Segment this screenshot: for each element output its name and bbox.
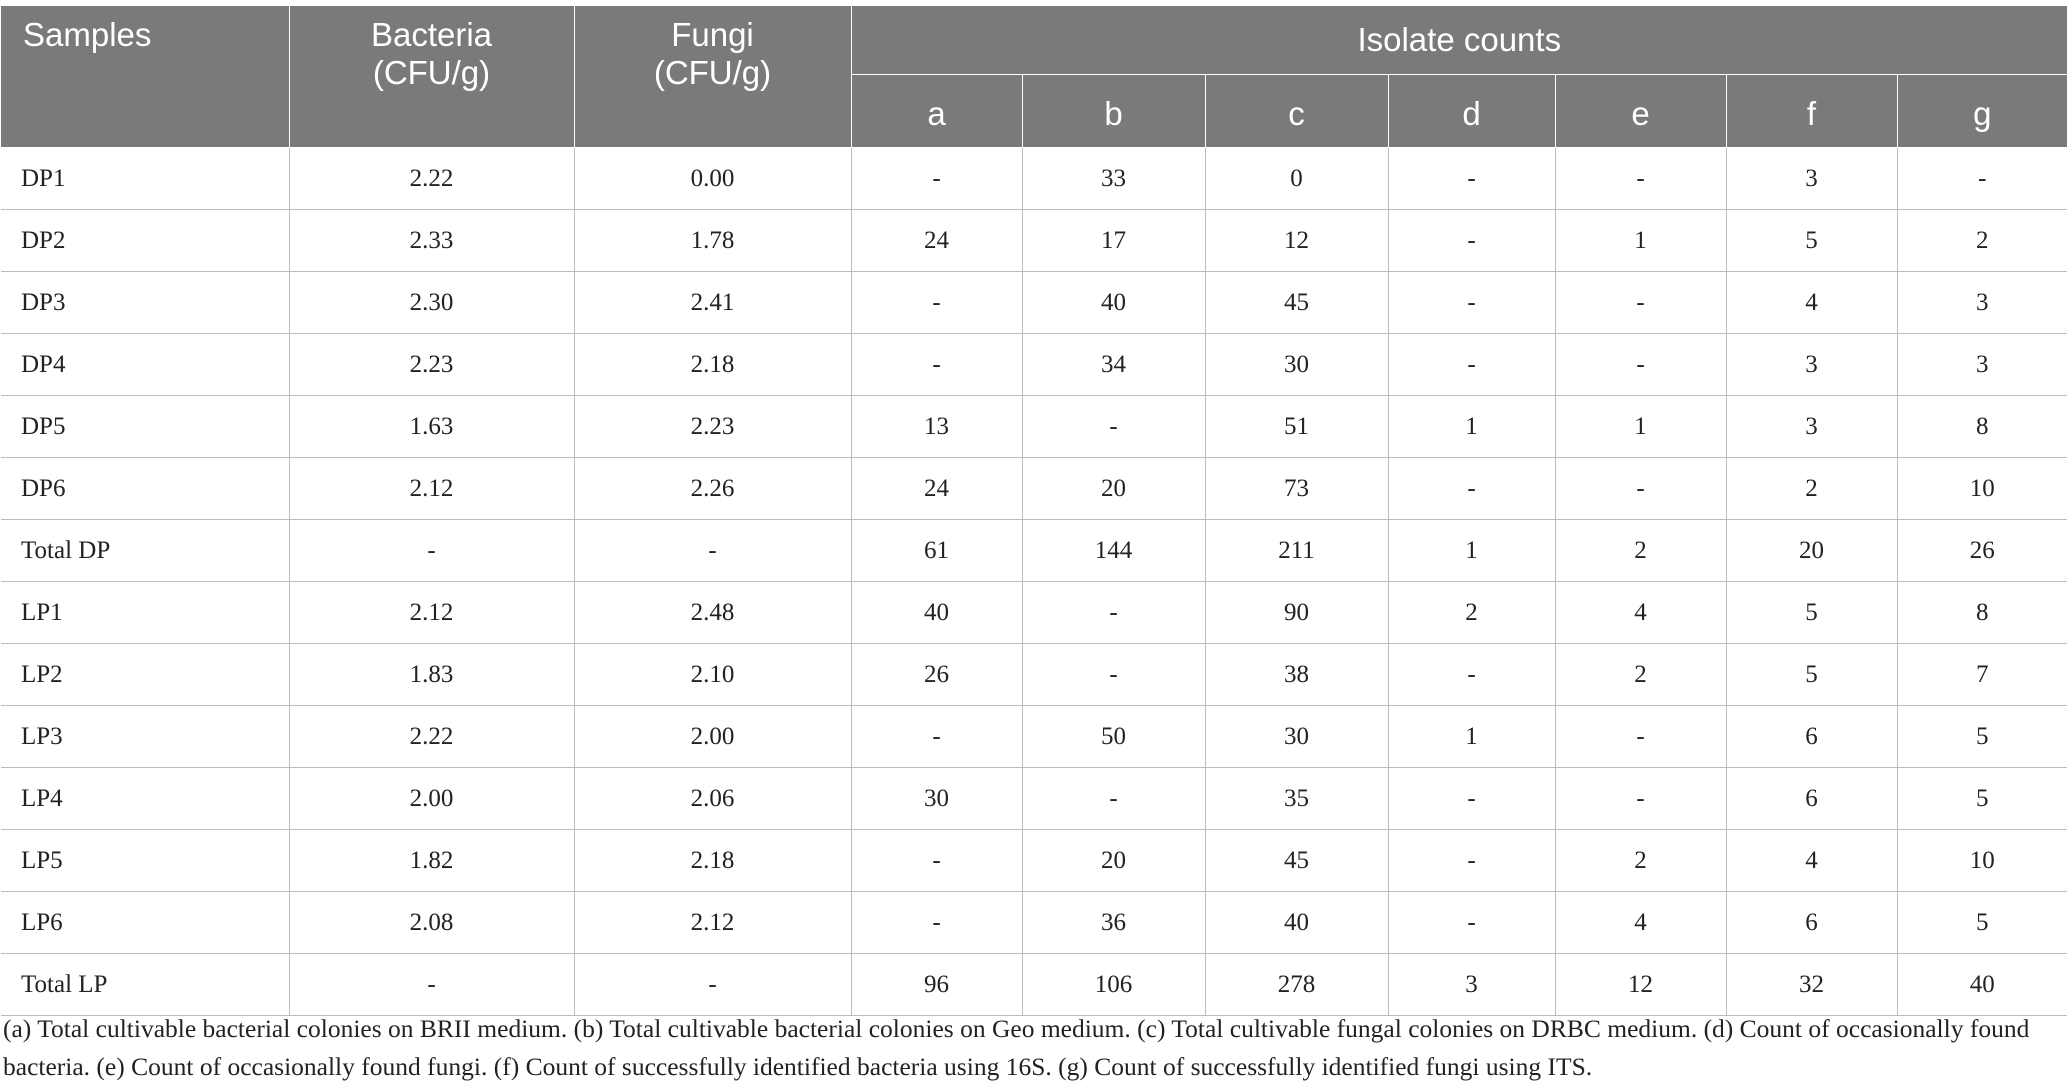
table-cell: -: [1388, 272, 1555, 334]
table-row: [1, 272, 2067, 334]
table-footnote: (a) Total cultivable bacterial colonies on BRII medium. (b) Total cultivable bacterial colonies on Geo medium. (c) Total cultivable fungal colonies on DRBC medium. (d) Count of occasionally found bacteria. (e) Count of occasionally found fungi. (f) Count of successfully identified bacteria using 16S. (g) Count of successfully identified fungi using ITS.: [3, 1014, 2030, 1081]
table-cell: 8: [1897, 396, 2067, 458]
sample-name-cell: DP4: [1, 334, 289, 396]
table-cell: 32: [1726, 954, 1897, 1016]
table-cell: 45: [1205, 830, 1388, 892]
bacteria-header: [289, 6, 574, 148]
table-row: [1, 210, 2067, 272]
table-cell: 5: [1726, 582, 1897, 644]
table-cell: 12: [1205, 210, 1388, 272]
table-cell: 35: [1205, 768, 1388, 830]
sample-name-cell: DP1: [1, 148, 289, 210]
table-row: [1, 396, 2067, 458]
table-row: [1, 582, 2067, 644]
table-cell: 26: [851, 644, 1022, 706]
table-cell: 10: [1897, 458, 2067, 520]
table-cell: 1: [1555, 210, 1726, 272]
table-cell: 2.26: [574, 458, 851, 520]
table-cell: 7: [1897, 644, 2067, 706]
table-cell: 50: [1022, 706, 1205, 768]
table-cell: 4: [1555, 582, 1726, 644]
table-cell: 2.12: [574, 892, 851, 954]
sample-name-cell: Total LP: [1, 954, 289, 1016]
table-row: [1, 334, 2067, 396]
table-cell: 20: [1022, 830, 1205, 892]
table-cell: -: [851, 334, 1022, 396]
sample-name-cell: DP2: [1, 210, 289, 272]
table-cell: -: [1022, 768, 1205, 830]
table-cell: 2.30: [289, 272, 574, 334]
table-cell: 73: [1205, 458, 1388, 520]
table-cell: 2.18: [574, 830, 851, 892]
table-cell: 33: [1022, 148, 1205, 210]
table-cell: 20: [1726, 520, 1897, 582]
table-cell: 40: [1897, 954, 2067, 1016]
table-cell: 36: [1022, 892, 1205, 954]
table-cell: 2.08: [289, 892, 574, 954]
subheader-f: f: [1726, 75, 1897, 148]
table-cell: 20: [1022, 458, 1205, 520]
subheader-a: a: [851, 75, 1022, 148]
table-cell: 278: [1205, 954, 1388, 1016]
table-cell: 61: [851, 520, 1022, 582]
table-cell: 40: [851, 582, 1022, 644]
table-cell: 24: [851, 210, 1022, 272]
table-cell: 30: [851, 768, 1022, 830]
table-cell: 6: [1726, 706, 1897, 768]
table-row: [1, 148, 2067, 210]
table-cell: -: [1388, 768, 1555, 830]
table-cell: -: [851, 830, 1022, 892]
table-cell: -: [1388, 892, 1555, 954]
table-row: [1, 892, 2067, 954]
table-cell: 1.83: [289, 644, 574, 706]
table-cell: 3: [1726, 334, 1897, 396]
table-cell: 2.18: [574, 334, 851, 396]
table-header: [1, 6, 2067, 148]
table-cell: -: [1022, 582, 1205, 644]
table-cell: 26: [1897, 520, 2067, 582]
subheader-e: e: [1555, 75, 1726, 148]
sample-name-cell: DP5: [1, 396, 289, 458]
table-cell: 4: [1726, 830, 1897, 892]
table-cell: 1.63: [289, 396, 574, 458]
table-cell: 0: [1205, 148, 1388, 210]
table-cell: 2: [1555, 520, 1726, 582]
table-cell: -: [1388, 148, 1555, 210]
table-cell: 1: [1388, 520, 1555, 582]
table-cell: -: [851, 892, 1022, 954]
table-cell: -: [289, 954, 574, 1016]
table-cell: 5: [1726, 210, 1897, 272]
table-cell: 2: [1555, 830, 1726, 892]
table-cell: 2.00: [574, 706, 851, 768]
table-cell: 2.00: [289, 768, 574, 830]
table-cell: 3: [1897, 272, 2067, 334]
table-cell: -: [851, 272, 1022, 334]
table-cell: 1: [1555, 396, 1726, 458]
table-cell: -: [574, 520, 851, 582]
table-cell: 144: [1022, 520, 1205, 582]
subheader-c: c: [1205, 75, 1388, 148]
table-cell: 2.23: [289, 334, 574, 396]
table-cell: 211: [1205, 520, 1388, 582]
table-cell: 2.41: [574, 272, 851, 334]
table-cell: 2.06: [574, 768, 851, 830]
table-cell: -: [1897, 148, 2067, 210]
header-row-top: [1, 6, 2067, 75]
table-cell: -: [1555, 706, 1726, 768]
subheader-d: d: [1388, 75, 1555, 148]
table-cell: 13: [851, 396, 1022, 458]
sample-name-cell: DP6: [1, 458, 289, 520]
table-cell: 2.10: [574, 644, 851, 706]
samples-header: Samples: [1, 6, 289, 148]
table-cell: 3: [1897, 334, 2067, 396]
table-cell: -: [1022, 396, 1205, 458]
table-cell: 2.23: [574, 396, 851, 458]
isolate-counts-table: [1, 5, 2067, 1016]
sample-name-cell: LP4: [1, 768, 289, 830]
table-cell: 5: [1726, 644, 1897, 706]
table-cell: 96: [851, 954, 1022, 1016]
table-cell: 24: [851, 458, 1022, 520]
table-cell: 1.78: [574, 210, 851, 272]
sample-name-cell: LP3: [1, 706, 289, 768]
table-cell: -: [1388, 458, 1555, 520]
table-row: [1, 458, 2067, 520]
sample-name-cell: LP2: [1, 644, 289, 706]
table-cell: -: [1388, 210, 1555, 272]
table-cell: -: [1388, 830, 1555, 892]
table-cell: 51: [1205, 396, 1388, 458]
table-cell: -: [851, 148, 1022, 210]
table-row: [1, 706, 2067, 768]
table-cell: 45: [1205, 272, 1388, 334]
sample-name-cell: LP1: [1, 582, 289, 644]
table-cell: 2.12: [289, 582, 574, 644]
fungi-header: [574, 6, 851, 148]
table-cell: -: [289, 520, 574, 582]
table-cell: -: [1555, 458, 1726, 520]
table-cell: 2.12: [289, 458, 574, 520]
table-cell: 38: [1205, 644, 1388, 706]
table-cell: 2.48: [574, 582, 851, 644]
isolate-counts-header: Isolate counts: [851, 6, 2067, 75]
table-cell: 2.22: [289, 706, 574, 768]
table-cell: 30: [1205, 706, 1388, 768]
table-cell: 2: [1555, 644, 1726, 706]
table-cell: 17: [1022, 210, 1205, 272]
table-cell: 0.00: [574, 148, 851, 210]
table-row: [1, 644, 2067, 706]
table-cell: 5: [1897, 706, 2067, 768]
sample-name-cell: Total DP: [1, 520, 289, 582]
table-cell: 1: [1388, 396, 1555, 458]
table-cell: 2: [1897, 210, 2067, 272]
table-row: [1, 768, 2067, 830]
table-cell: 1: [1388, 706, 1555, 768]
sample-name-cell: LP6: [1, 892, 289, 954]
table-cell: 4: [1555, 892, 1726, 954]
table-row: [1, 830, 2067, 892]
table-cell: -: [1388, 644, 1555, 706]
bacteria-header-label: Bacteria: [370, 16, 493, 53]
table-cell: -: [1388, 334, 1555, 396]
table-cell: 1.82: [289, 830, 574, 892]
fungi-header-unit: (CFU/g): [653, 53, 772, 91]
table-cell: -: [574, 954, 851, 1016]
table-cell: -: [851, 706, 1022, 768]
table-cell: 2: [1388, 582, 1555, 644]
table-cell: 90: [1205, 582, 1388, 644]
table-body: [1, 148, 2067, 1016]
table-cell: 2.22: [289, 148, 574, 210]
table-cell: 106: [1022, 954, 1205, 1016]
table-cell: -: [1555, 334, 1726, 396]
table-row: [1, 520, 2067, 582]
sample-name-cell: DP3: [1, 272, 289, 334]
table-cell: 3: [1726, 396, 1897, 458]
table-cell: 10: [1897, 830, 2067, 892]
table-cell: 5: [1897, 768, 2067, 830]
table-cell: 2: [1726, 458, 1897, 520]
table-cell: -: [1022, 644, 1205, 706]
table-cell: 6: [1726, 768, 1897, 830]
table-cell: -: [1555, 148, 1726, 210]
table-cell: -: [1555, 768, 1726, 830]
table-row: [1, 954, 2067, 1016]
table-cell: 40: [1205, 892, 1388, 954]
sample-name-cell: LP5: [1, 830, 289, 892]
table-cell: 2.33: [289, 210, 574, 272]
table-cell: 3: [1726, 148, 1897, 210]
table-cell: 5: [1897, 892, 2067, 954]
fungi-header-label: Fungi: [671, 16, 754, 53]
subheader-b: b: [1022, 75, 1205, 148]
table-cell: 34: [1022, 334, 1205, 396]
subheader-g: g: [1897, 75, 2067, 148]
bacteria-header-unit: (CFU/g): [372, 53, 491, 91]
table-cell: -: [1555, 272, 1726, 334]
table-cell: 8: [1897, 582, 2067, 644]
table-cell: 4: [1726, 272, 1897, 334]
table-cell: 6: [1726, 892, 1897, 954]
table-cell: 12: [1555, 954, 1726, 1016]
table-cell: 30: [1205, 334, 1388, 396]
table-cell: 3: [1388, 954, 1555, 1016]
table-cell: 40: [1022, 272, 1205, 334]
